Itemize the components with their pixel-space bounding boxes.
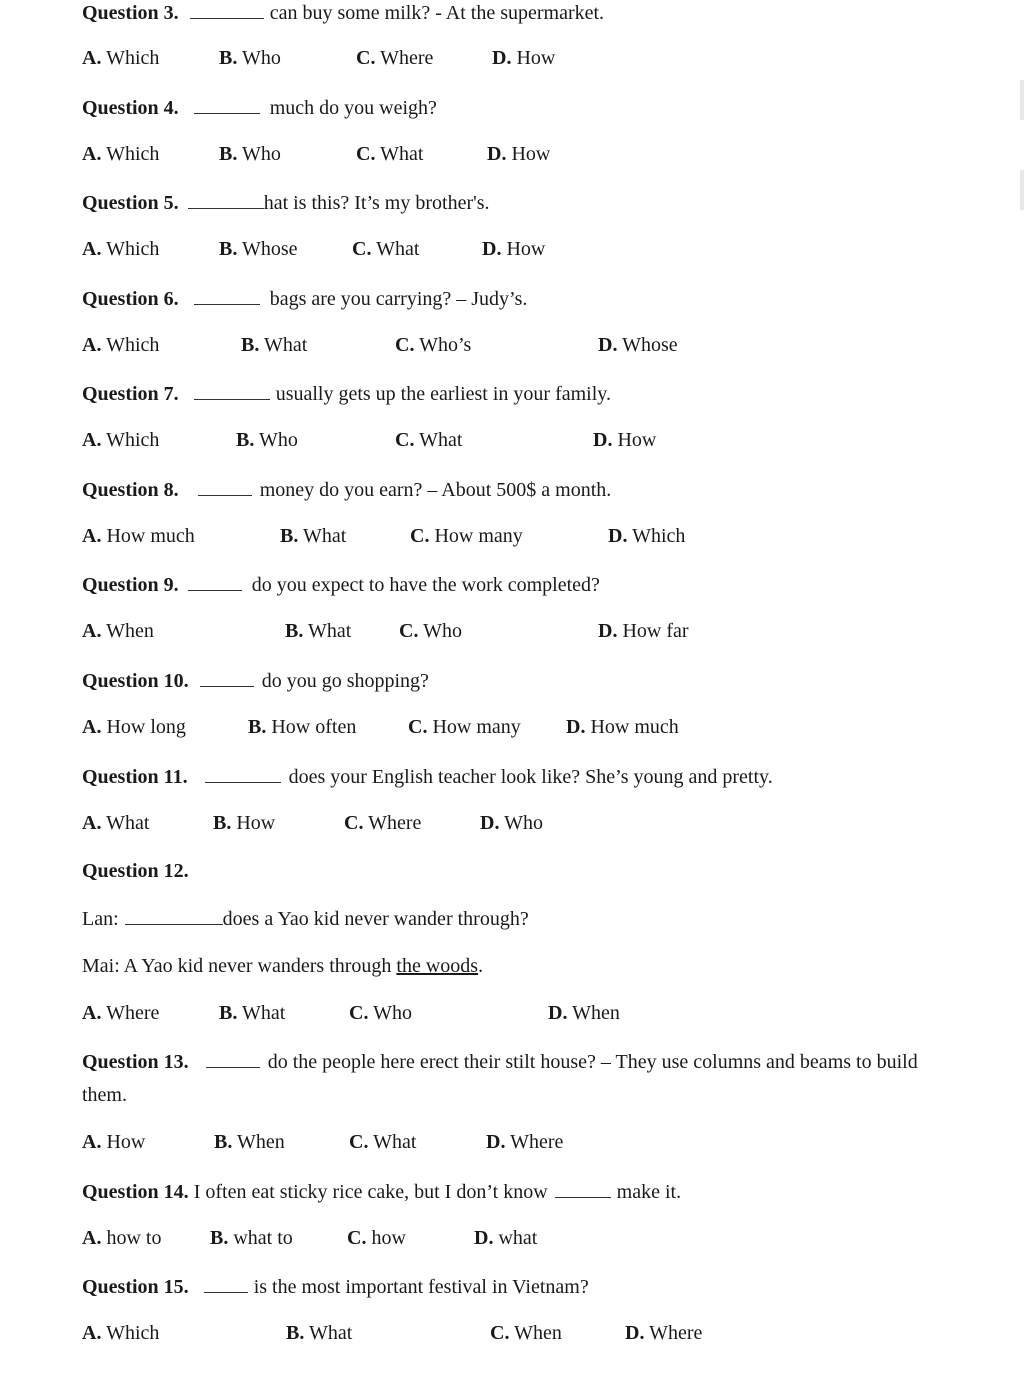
question-stem: does your English teacher look like? She’s young and pretty. (288, 766, 773, 788)
question-7 (82, 381, 611, 406)
option-c[interactable]: C. Who (399, 620, 462, 642)
option-d[interactable]: D. what (474, 1227, 538, 1249)
option-a[interactable]: A. Where (82, 1002, 160, 1024)
option-b[interactable]: B. How often (248, 716, 357, 738)
option-d[interactable]: D. Who (480, 812, 543, 834)
option-b[interactable]: B. Whose (219, 238, 298, 260)
answer-blank[interactable] (204, 1274, 248, 1293)
speaker-mai: Mai: A Yao kid never wanders through (82, 955, 392, 977)
answer-blank[interactable] (194, 381, 270, 400)
speaker-lan: Lan: (82, 908, 119, 930)
option-c[interactable]: C. how (347, 1227, 406, 1249)
option-b[interactable]: B. When (214, 1131, 285, 1153)
option-c[interactable]: C. What (352, 238, 420, 260)
answer-blank[interactable] (125, 906, 223, 925)
question-stem-continued: them. (82, 1084, 127, 1106)
question-stem: money do you earn? – About 500$ a month. (259, 479, 612, 501)
option-d[interactable]: D. Where (625, 1322, 703, 1344)
option-c[interactable]: C. Who (349, 1002, 412, 1024)
option-a[interactable]: A. Which (82, 143, 160, 165)
question-stem-end: make it. (616, 1181, 682, 1203)
option-a[interactable]: A. Which (82, 238, 160, 260)
question-stem: does a Yao kid never wander through? (222, 908, 529, 930)
question-stem: can buy some milk? - At the supermarket. (269, 2, 605, 24)
answer-blank[interactable] (188, 572, 242, 591)
page-edge-shadow (1020, 170, 1024, 210)
question-11 (82, 764, 773, 789)
question-stem: hat is this? It’s my brother's. (263, 192, 490, 214)
answer-blank[interactable] (555, 1179, 611, 1198)
option-d[interactable]: D. How much (566, 716, 679, 738)
question-label: Question 6. (82, 288, 179, 310)
question-stem: bags are you carrying? – Judy’s. (269, 288, 528, 310)
question-6 (82, 286, 527, 311)
question-stem: do you go shopping? (261, 670, 429, 692)
dialogue-lan (82, 906, 529, 931)
option-b[interactable]: B. What (286, 1322, 353, 1344)
option-b[interactable]: B. How (213, 812, 276, 834)
question-5 (82, 190, 490, 215)
dialogue-mai (82, 954, 483, 978)
answer-blank[interactable] (200, 668, 254, 687)
option-a[interactable]: A. When (82, 620, 154, 642)
question-label: Question 10. (82, 670, 189, 692)
option-c[interactable]: C. What (349, 1131, 417, 1153)
option-b[interactable]: B. Who (236, 429, 298, 451)
underlined-phrase: the woods (396, 955, 479, 977)
option-c[interactable]: C. How many (410, 525, 523, 547)
option-d[interactable]: D. Which (608, 525, 686, 547)
question-stem: do the people here erect their stilt house? – They use columns and beams to build (267, 1051, 918, 1073)
question-8 (82, 477, 611, 502)
option-b[interactable]: B. Who (219, 47, 281, 69)
question-label: Question 8. (82, 479, 179, 501)
option-d[interactable]: D. How far (598, 620, 689, 642)
option-a[interactable]: A. What (82, 812, 150, 834)
question-label: Question 11. (82, 766, 188, 788)
sentence-end: . (478, 955, 484, 977)
answer-blank[interactable] (206, 1049, 260, 1068)
option-c[interactable]: C. What (356, 143, 424, 165)
option-c[interactable]: C. How many (408, 716, 521, 738)
question-stem: I often eat sticky rice cake, but I don’t know (193, 1181, 548, 1203)
answer-blank[interactable] (188, 190, 264, 209)
question-15 (82, 1274, 589, 1299)
question-14 (82, 1179, 681, 1204)
option-a[interactable]: A. How much (82, 525, 195, 547)
question-12 (82, 859, 189, 883)
option-a[interactable]: A. how to (82, 1227, 162, 1249)
question-10 (82, 668, 429, 693)
question-label: Question 15. (82, 1276, 189, 1298)
question-13 (82, 1049, 918, 1074)
question-label: Question 13. (82, 1051, 189, 1073)
option-a[interactable]: A. Which (82, 1322, 160, 1344)
question-label: Question 9. (82, 574, 179, 596)
answer-blank[interactable] (190, 0, 264, 19)
option-b[interactable]: B. Who (219, 143, 281, 165)
question-label: Question 12. (82, 860, 189, 882)
option-a[interactable]: A. Which (82, 334, 160, 356)
option-a[interactable]: A. Which (82, 429, 160, 451)
option-b[interactable]: B. What (280, 525, 347, 547)
option-d[interactable]: D. How (593, 429, 657, 451)
option-d[interactable]: D. When (548, 1002, 620, 1024)
question-stem: much do you weigh? (269, 97, 437, 119)
question-9 (82, 572, 600, 597)
option-b[interactable]: B. What (219, 1002, 286, 1024)
question-label: Question 3. (82, 2, 179, 24)
question-3 (82, 0, 604, 25)
option-d[interactable]: D. How (492, 47, 556, 69)
option-b[interactable]: B. what to (210, 1227, 293, 1249)
option-c[interactable]: C. When (490, 1322, 562, 1344)
option-d[interactable]: D. How (482, 238, 546, 260)
option-c[interactable]: C. Where (356, 47, 434, 69)
question-stem: is the most important festival in Vietnam? (253, 1276, 589, 1298)
answer-blank[interactable] (198, 477, 252, 496)
question-label: Question 7. (82, 383, 179, 405)
option-c[interactable]: C. Who’s (395, 334, 472, 356)
question-label: Question 14. (82, 1181, 189, 1203)
option-a[interactable]: A. How (82, 1131, 146, 1153)
question-13-continued (82, 1083, 127, 1107)
answer-blank[interactable] (205, 764, 281, 783)
question-label: Question 4. (82, 97, 179, 119)
option-b[interactable]: B. What (285, 620, 352, 642)
answer-blank[interactable] (194, 95, 260, 114)
page-edge-shadow (1020, 80, 1024, 120)
answer-blank[interactable] (194, 286, 260, 305)
option-c[interactable]: C. What (395, 429, 463, 451)
option-a[interactable]: A. How long (82, 716, 186, 738)
question-stem: do you expect to have the work completed? (251, 574, 600, 596)
question-stem: usually gets up the earliest in your family. (275, 383, 611, 405)
option-a[interactable]: A. Which (82, 47, 160, 69)
option-b[interactable]: B. What (241, 334, 308, 356)
question-label: Question 5. (82, 192, 179, 214)
option-d[interactable]: D. Whose (598, 334, 678, 356)
option-c[interactable]: C. Where (344, 812, 422, 834)
question-4 (82, 95, 437, 120)
option-d[interactable]: D. Where (486, 1131, 564, 1153)
option-d[interactable]: D. How (487, 143, 551, 165)
